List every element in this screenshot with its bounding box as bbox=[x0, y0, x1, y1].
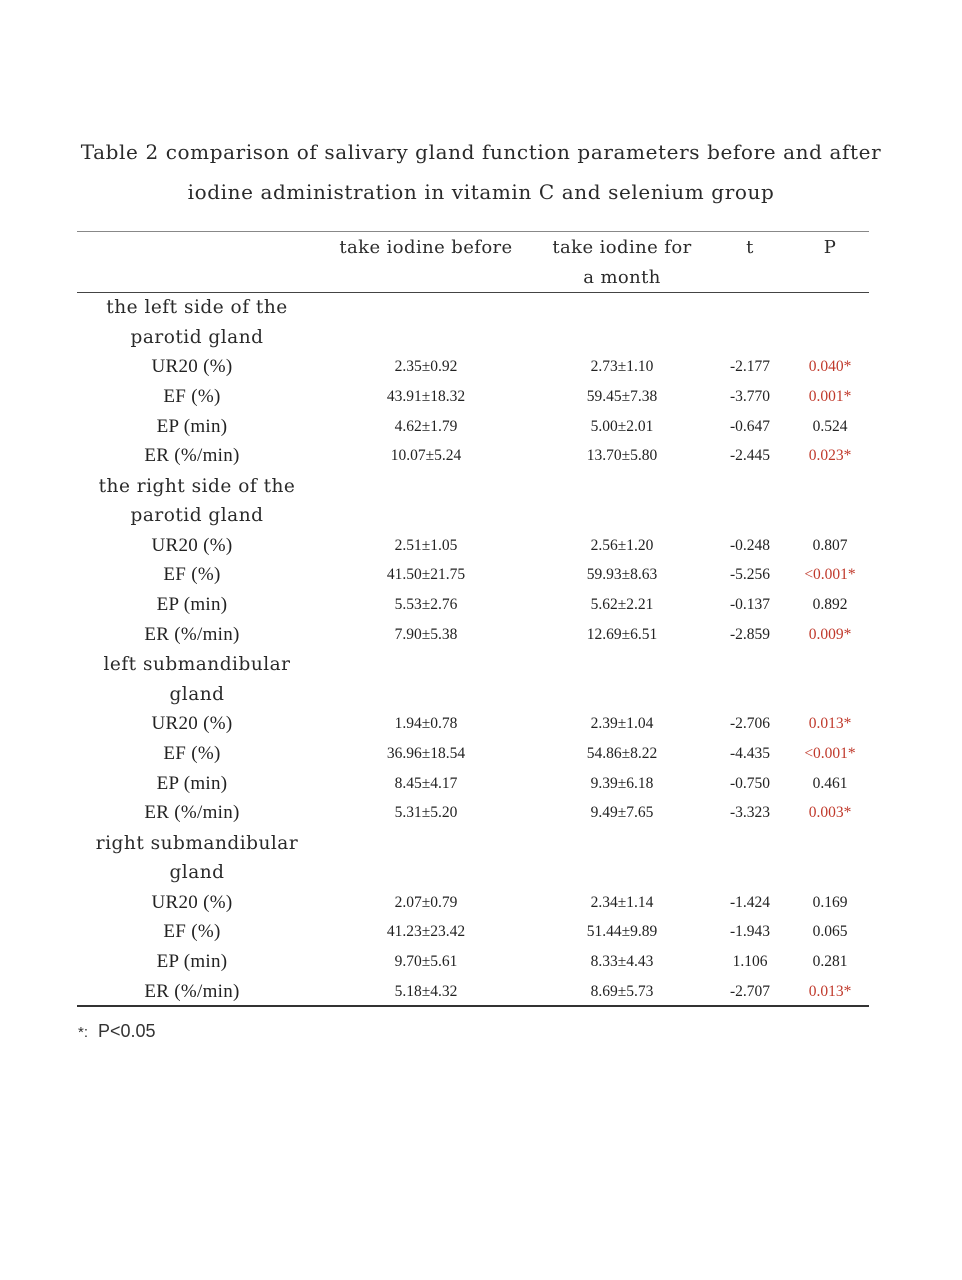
before-value-cell: 5.18±4.32 bbox=[394, 982, 458, 1000]
header-month-line-1: take iodine for bbox=[552, 237, 692, 258]
table-row bbox=[0, 382, 962, 412]
table-title-line-2: iodine administration in vitamin C and selenium group bbox=[187, 180, 775, 204]
footnote-symbol: *: bbox=[78, 1024, 89, 1041]
parameter-cell: EP (min) bbox=[156, 594, 228, 616]
footnote bbox=[78, 1021, 156, 1042]
t-value-cell: -3.770 bbox=[729, 387, 771, 405]
p-value-cell: 0.013* bbox=[808, 715, 852, 732]
p-value-cell: 0.003* bbox=[808, 804, 852, 822]
p-value-cell: 0.807 bbox=[812, 536, 848, 554]
table-row bbox=[0, 352, 962, 382]
parameter-cell: EF (%) bbox=[163, 385, 221, 407]
group-label bbox=[77, 829, 317, 888]
month-value-cell: 5.00±2.01 bbox=[590, 417, 654, 435]
group-label bbox=[77, 650, 317, 709]
p-value-cell: 0.524 bbox=[812, 417, 848, 435]
month-value-cell: 2.34±1.14 bbox=[590, 893, 654, 911]
table-row bbox=[0, 888, 962, 918]
month-value-cell: 13.70±5.80 bbox=[586, 447, 658, 465]
before-value-cell: 36.96±18.54 bbox=[386, 744, 466, 762]
group-label-line-1: the right side of the bbox=[98, 475, 296, 497]
header-p: P bbox=[823, 237, 837, 258]
p-value-cell: 0.461 bbox=[812, 774, 848, 792]
group-label-line-1: the left side of the bbox=[106, 297, 288, 318]
t-value-cell: -5.256 bbox=[729, 566, 771, 584]
before-value-cell: 2.35±0.92 bbox=[394, 358, 458, 375]
header-month-line-2: a month bbox=[583, 267, 661, 288]
parameter-cell: EF (%) bbox=[163, 921, 221, 943]
t-value-cell: -2.707 bbox=[729, 982, 771, 1000]
before-value-cell: 7.90±5.38 bbox=[394, 625, 458, 643]
parameter-cell: EF (%) bbox=[163, 742, 221, 764]
before-value-cell: 41.50±21.75 bbox=[386, 566, 466, 584]
t-value-cell: -0.647 bbox=[729, 417, 771, 435]
before-value-cell: 1.94±0.78 bbox=[394, 715, 458, 732]
parameter-cell: ER (%/min) bbox=[144, 980, 240, 1002]
parameter-cell: ER (%/min) bbox=[144, 802, 240, 824]
parameter-cell: ER (%/min) bbox=[144, 623, 240, 645]
table-row bbox=[0, 590, 962, 620]
table-row bbox=[0, 947, 962, 977]
t-value-cell: -4.435 bbox=[729, 744, 771, 762]
parameter-cell: EP (min) bbox=[156, 415, 228, 437]
before-value-cell: 4.62±1.79 bbox=[394, 417, 458, 435]
month-value-cell: 59.93±8.63 bbox=[586, 566, 658, 584]
t-value-cell: 1.106 bbox=[732, 953, 768, 971]
parameter-cell: ER (%/min) bbox=[144, 445, 240, 467]
before-value-cell: 5.53±2.76 bbox=[394, 596, 458, 614]
month-value-cell: 8.69±5.73 bbox=[590, 982, 654, 1000]
footnote-text: P<0.05 bbox=[98, 1021, 156, 1041]
t-value-cell: -0.137 bbox=[729, 596, 771, 614]
t-value-cell: -0.248 bbox=[729, 536, 771, 554]
table-row bbox=[0, 769, 962, 799]
p-value-cell: 0.065 bbox=[812, 923, 848, 941]
table-row bbox=[0, 560, 962, 590]
t-value-cell: -2.859 bbox=[729, 625, 771, 643]
p-value-cell: 0.009* bbox=[808, 625, 852, 643]
month-value-cell: 8.33±4.43 bbox=[590, 953, 654, 971]
before-value-cell: 5.31±5.20 bbox=[394, 804, 458, 822]
group-label-line-2: parotid gland bbox=[130, 505, 264, 526]
p-value-cell: 0.892 bbox=[812, 596, 848, 614]
table-title-line-1: Table 2 comparison of salivary gland function parameters before and after bbox=[80, 140, 882, 164]
p-value-cell: 0.001* bbox=[808, 387, 852, 405]
t-value-cell: -0.750 bbox=[729, 774, 771, 792]
group-label-line-2: gland bbox=[169, 683, 225, 705]
parameter-cell: EP (min) bbox=[156, 772, 228, 794]
table-row bbox=[0, 798, 962, 828]
before-value-cell: 2.51±1.05 bbox=[394, 536, 458, 554]
month-value-cell: 12.69±6.51 bbox=[586, 625, 658, 643]
header-before: take iodine before bbox=[339, 237, 513, 258]
parameter-cell: UR20 (%) bbox=[151, 713, 233, 734]
header-t: t bbox=[746, 237, 754, 258]
group-label bbox=[77, 293, 317, 352]
p-value-cell: <0.001* bbox=[804, 566, 856, 584]
group-label-line-2: parotid gland bbox=[130, 326, 264, 348]
t-value-cell: -2.177 bbox=[729, 358, 771, 375]
t-value-cell: -3.323 bbox=[729, 804, 771, 822]
table-row bbox=[0, 412, 962, 442]
parameter-cell: EF (%) bbox=[163, 564, 221, 586]
p-value-cell: 0.169 bbox=[812, 893, 848, 911]
group-label-line-1: left submandibular bbox=[103, 654, 291, 675]
t-value-cell: -2.706 bbox=[729, 715, 771, 732]
table-top-rule bbox=[77, 231, 869, 232]
header-month bbox=[522, 233, 722, 293]
table-row bbox=[0, 620, 962, 650]
month-value-cell: 9.49±7.65 bbox=[590, 804, 654, 822]
parameter-cell: EP (min) bbox=[156, 951, 228, 973]
p-value-cell: 0.281 bbox=[812, 953, 848, 971]
table-row bbox=[0, 739, 962, 769]
month-value-cell: 59.45±7.38 bbox=[586, 387, 658, 405]
before-value-cell: 10.07±5.24 bbox=[390, 447, 462, 465]
group-label-line-1: right submandibular bbox=[95, 832, 299, 854]
table-row bbox=[0, 531, 962, 561]
month-value-cell: 51.44±9.89 bbox=[586, 923, 658, 941]
p-value-cell: 0.040* bbox=[808, 358, 852, 375]
before-value-cell: 2.07±0.79 bbox=[394, 893, 458, 911]
t-value-cell: -1.943 bbox=[729, 923, 771, 941]
table-bottom-rule bbox=[77, 1005, 869, 1007]
before-value-cell: 41.23±23.42 bbox=[386, 923, 466, 941]
parameter-cell: UR20 (%) bbox=[151, 891, 233, 913]
table-row bbox=[0, 917, 962, 947]
month-value-cell: 5.62±2.21 bbox=[590, 596, 654, 614]
table-row bbox=[0, 441, 962, 471]
table-title bbox=[0, 132, 962, 212]
t-value-cell: -2.445 bbox=[729, 447, 771, 465]
p-value-cell: <0.001* bbox=[804, 744, 856, 762]
before-value-cell: 8.45±4.17 bbox=[394, 774, 458, 792]
month-value-cell: 2.73±1.10 bbox=[590, 358, 654, 375]
month-value-cell: 9.39±6.18 bbox=[590, 774, 654, 792]
parameter-cell: UR20 (%) bbox=[151, 534, 233, 556]
month-value-cell: 2.39±1.04 bbox=[590, 715, 654, 732]
table-row bbox=[0, 977, 962, 1007]
month-value-cell: 54.86±8.22 bbox=[586, 744, 658, 762]
parameter-cell: UR20 (%) bbox=[151, 356, 233, 377]
table-row bbox=[0, 709, 962, 739]
t-value-cell: -1.424 bbox=[729, 893, 771, 911]
before-value-cell: 9.70±5.61 bbox=[394, 953, 458, 971]
group-label bbox=[77, 472, 317, 531]
before-value-cell: 43.91±18.32 bbox=[386, 387, 466, 405]
group-label-line-2: gland bbox=[169, 862, 225, 883]
p-value-cell: 0.013* bbox=[808, 982, 852, 1000]
month-value-cell: 2.56±1.20 bbox=[590, 536, 654, 554]
p-value-cell: 0.023* bbox=[808, 447, 852, 465]
